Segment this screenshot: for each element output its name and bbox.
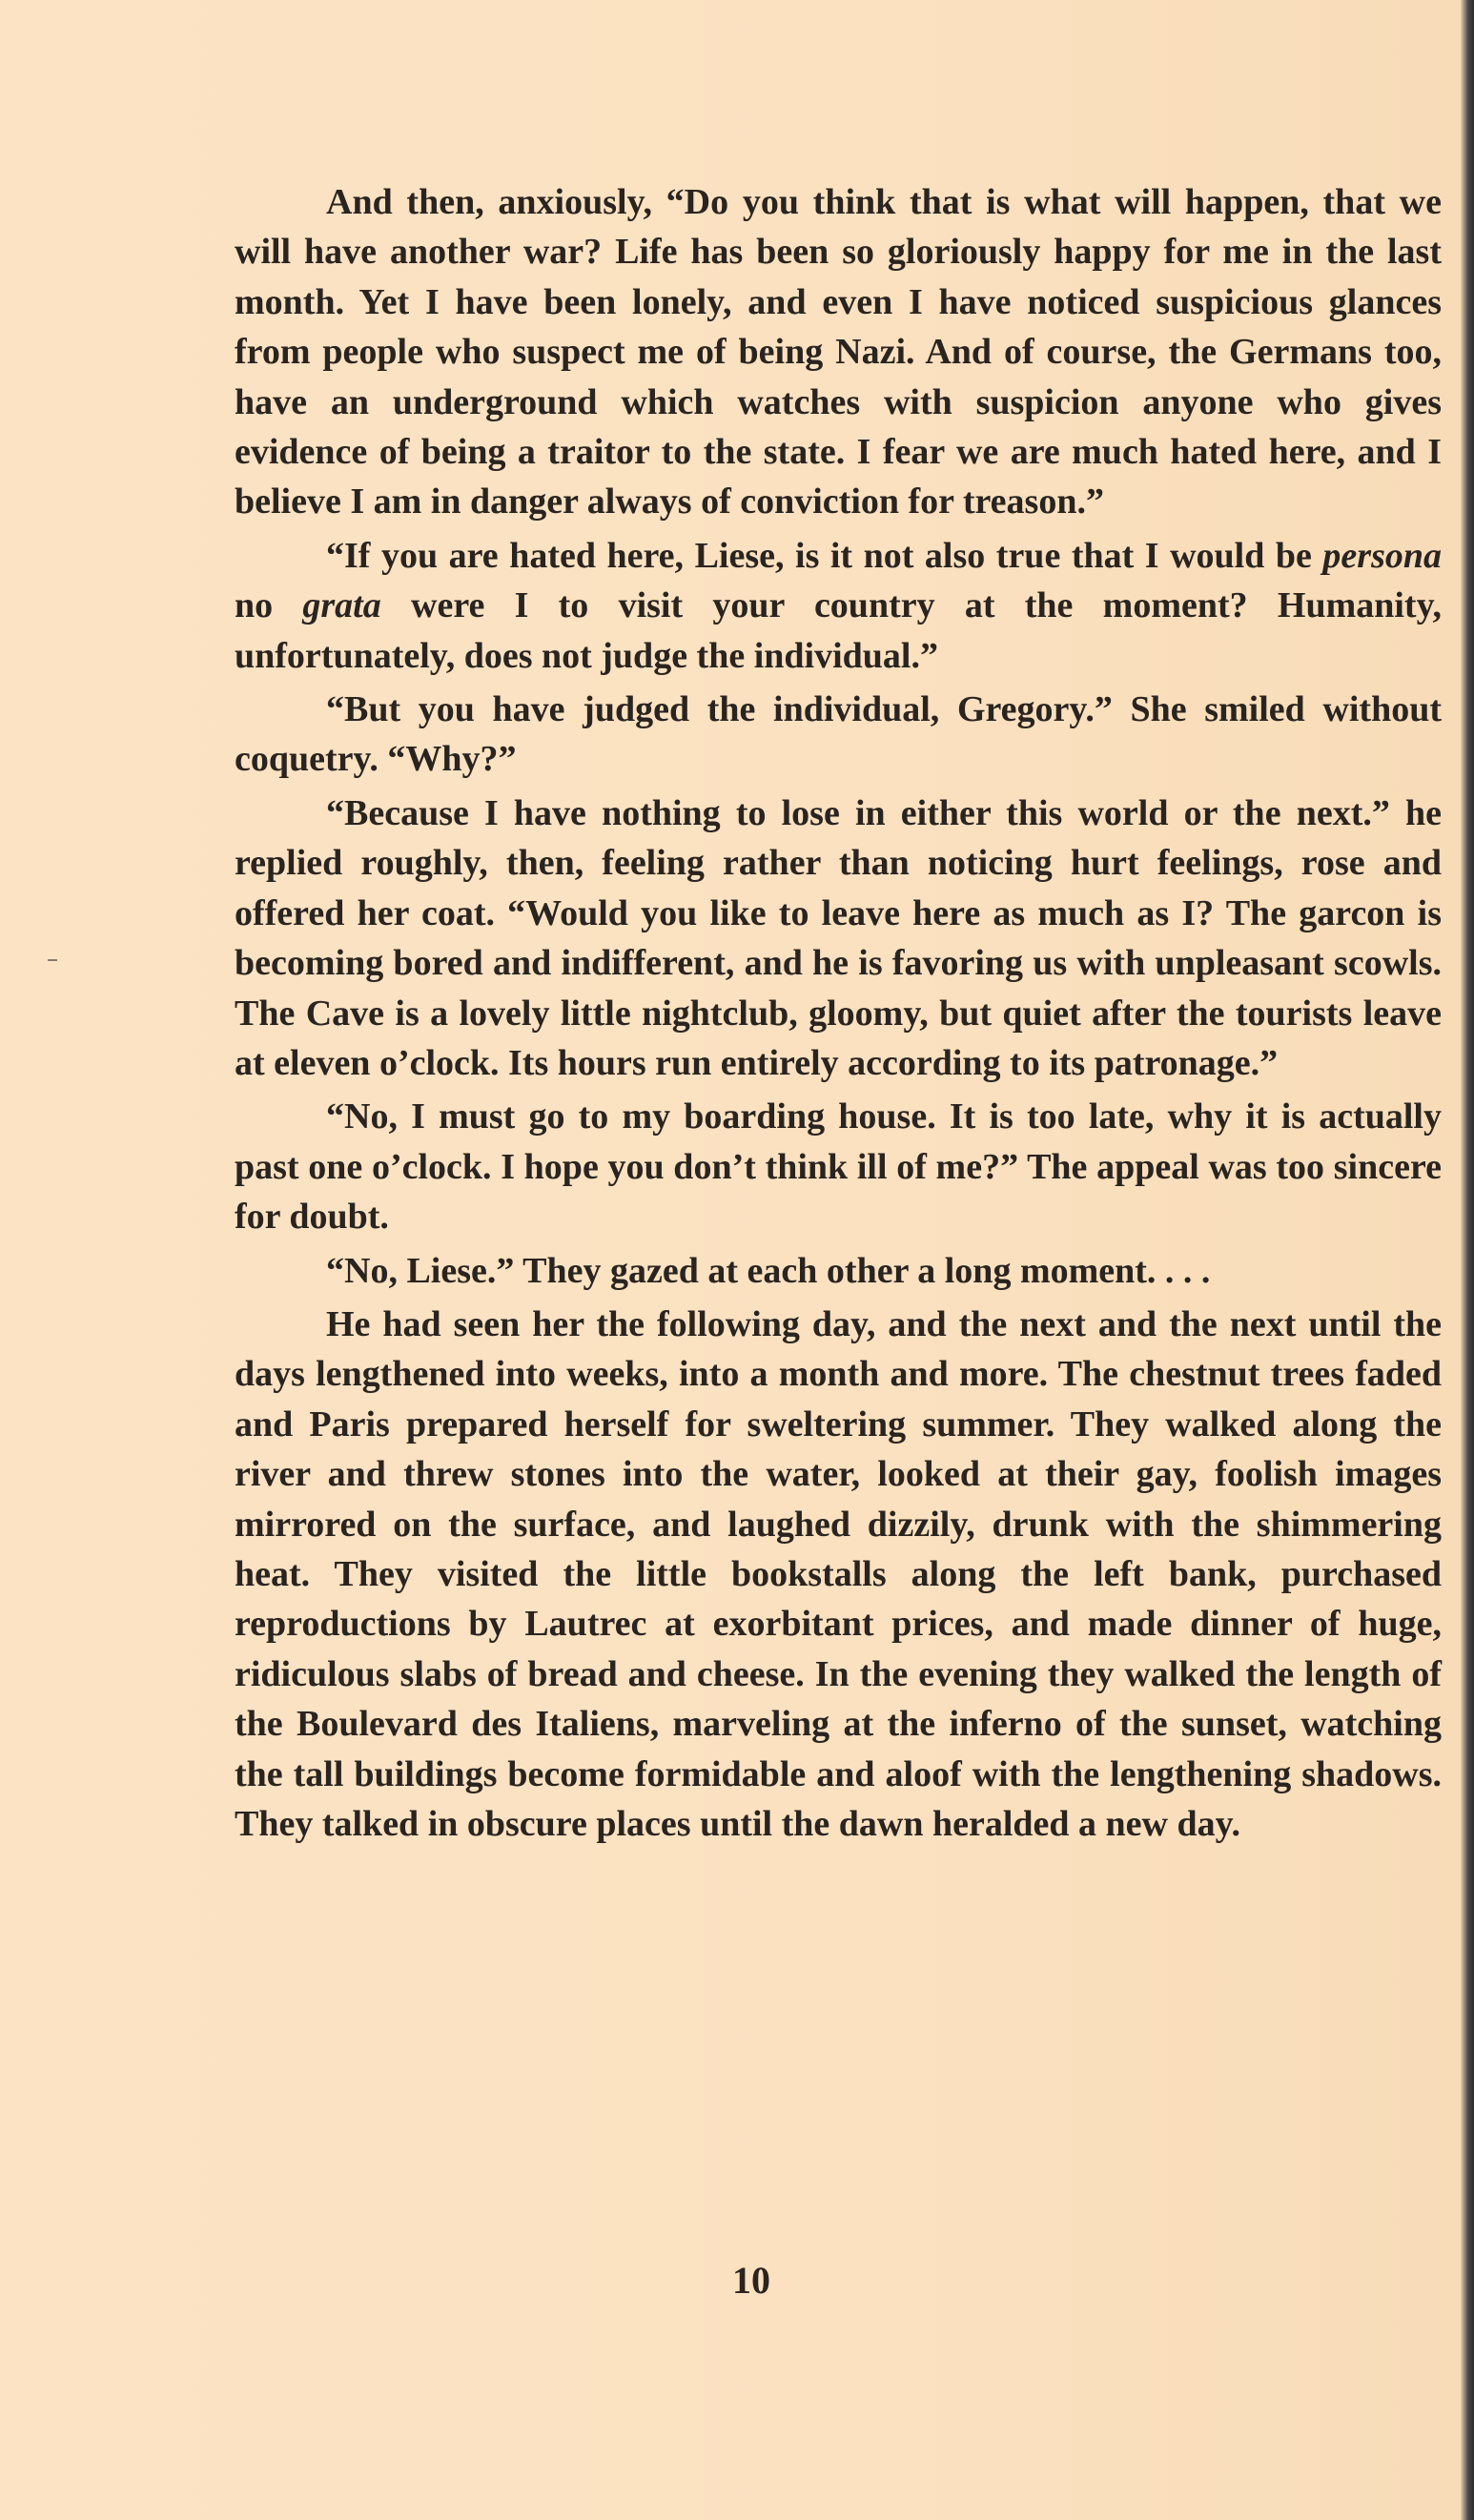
body-text xyxy=(235,177,1442,1853)
page-edge xyxy=(1461,0,1474,2520)
page-number: 10 xyxy=(732,2259,770,2302)
paragraph: And then, anxiously, “Do you think that is what will happen, that we will have another war? Life has been so gloriously happy for me in the last month. Yet I have been lonely, and even I have noticed suspicious glances from people who suspect me of being Nazi. And of course, the Germans too, have an underground which watches with suspicion anyone who gives evidence of being a traitor to the state. I fear we are much hated here, and I believe I am in danger always of conviction for treason.” xyxy=(235,182,1442,522)
paragraph: “No, Liese.” They gazed at each other a long moment. . . . xyxy=(326,1250,1211,1291)
paper-speck xyxy=(48,959,57,961)
paragraph: “No, I must go to my boarding house. It is too late, why it is actually past one o’clock. I hope you don’t think ill of me?” The appeal was too sincere for doubt. xyxy=(235,1096,1442,1238)
paragraph: “But you have judged the individual, Gregory.” She smiled without coquetry. “Why?” xyxy=(235,689,1442,780)
paragraph: “Because I have nothing to lose in either this world or the next.” he replied roughly, then, feeling rather than noticing hurt feelings, rose and offered her coat. “Would you like to leave here as much as I? The garcon is becoming bored and indifferent, and he is favoring us with unpleasant scowls. The Cave is a lovely little nightclub, gloomy, but quiet after the tourists leave at eleven o’clock. Its hours run entirely according to its patronage.” xyxy=(235,792,1442,1083)
paragraph: “If you are hated here, Liese, is it not also true that I would be persona no grata were I to visit your country at the moment? Humanity, unfortunately, does not judge the individual.” xyxy=(235,535,1442,676)
paragraph: He had seen her the following day, and the next and the next until the days lengthened into weeks, into a month and more. The chestnut trees faded and Paris prepared herself for sweltering summer. They walked along the river and threw stones into the water, looked at their gay, foolish images mirrored on the surface, and laughed dizzily, drunk with the shimmering heat. They visited the little bookstalls along the left bank, purchased reproductions by Lautrec at exorbitant prices, and made dinner of huge, ridiculous slabs of bread and cheese. In the evening they walked the length of the Boulevard des Italiens, marveling at the inferno of the sunset, watching the tall buildings become formidable and aloof with the lengthening shadows. They talked in obscure places until the dawn heralded a new day. xyxy=(235,1303,1442,1844)
